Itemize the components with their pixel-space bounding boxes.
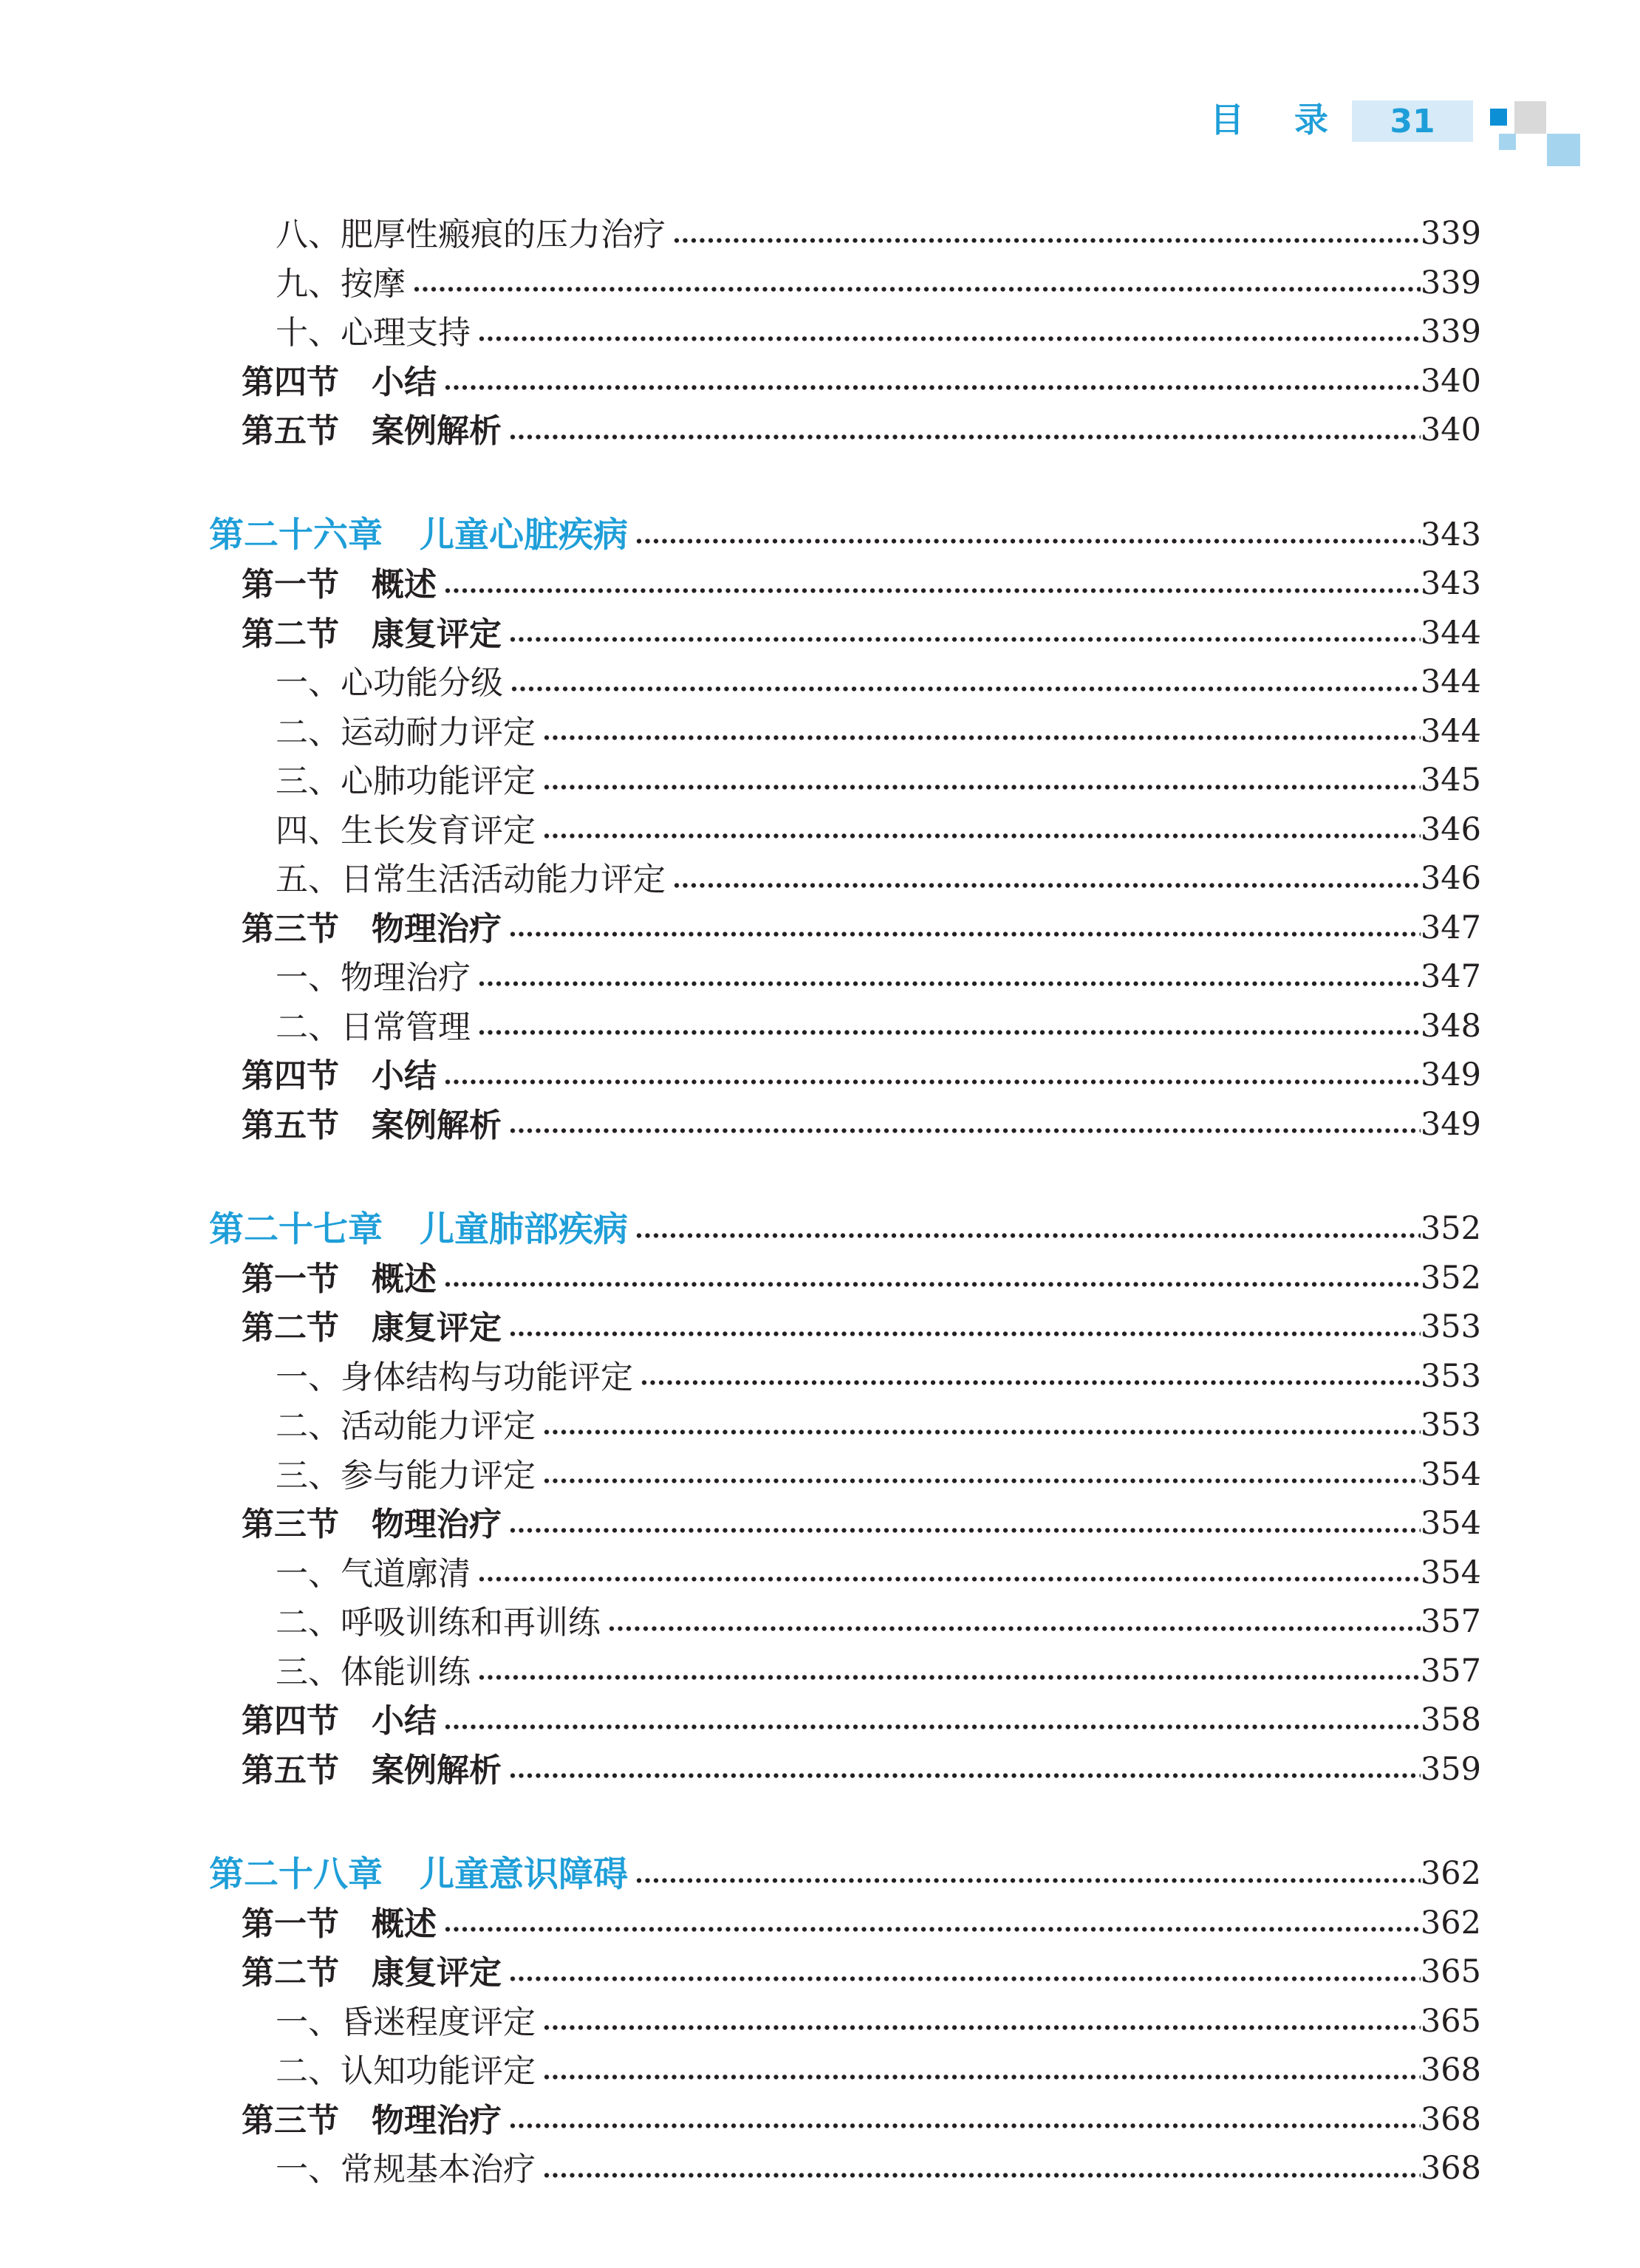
toc-entry-title: 小结 [372,1702,437,1741]
dotted-leader [640,1379,1421,1387]
toc-entry [207,754,1481,803]
toc-entry-label: 第一节 [242,1260,339,1298]
dotted-leader [635,1232,1421,1240]
toc-entry-page: 339 [1420,215,1481,253]
decor-square-lightblue-small-icon [1499,134,1516,150]
toc-entry-title: 儿童心脏疾病 [420,515,628,556]
toc-entry-title: 二、呼吸训练和再训练 [276,1604,601,1642]
toc-entry-title: 三、体能训练 [276,1653,471,1691]
toc-entry-title: 二、日常管理 [276,1008,471,1046]
dotted-leader [509,1772,1421,1780]
toc-entry [207,607,1481,656]
toc-entry-title: 康复评定 [372,1954,502,1992]
toc-entry [207,705,1481,754]
toc-entry [207,901,1481,951]
toc-entry-page: 340 [1420,411,1481,449]
toc-entry-title: 二、认知功能评定 [276,2052,536,2091]
dotted-leader [509,2122,1421,2130]
toc-entry-title: 小结 [372,1057,437,1096]
toc-entry-title: 一、物理治疗 [276,959,471,997]
toc-entry-page: 353 [1420,1407,1481,1444]
toc-entry [207,1743,1481,1792]
toc-entry-page: 344 [1420,712,1481,750]
toc-entry-label: 第五节 [242,412,339,451]
header-title-char-mu: 目 [1210,100,1244,140]
toc-entry [207,1497,1481,1546]
toc-entry-page: 343 [1420,516,1481,553]
dotted-leader [509,1330,1421,1338]
toc-entry-label: 第五节 [242,1751,339,1789]
decor-square-blue-icon [1490,109,1507,126]
toc-entry-page: 349 [1420,1056,1481,1094]
toc-entry-page: 357 [1420,1652,1481,1690]
toc-entry [207,803,1481,853]
toc-entry-label: 第三节 [242,2101,339,2139]
toc-entry-page: 358 [1420,1701,1481,1739]
toc-entry-title: 概述 [372,1905,437,1943]
toc-entry-title: 一、昏迷程度评定 [276,2003,536,2041]
toc-entry-page: 346 [1420,860,1481,898]
toc-entry [207,1847,1481,1896]
dotted-leader [444,1723,1421,1731]
toc-entry [207,1448,1481,1497]
toc-entry-page: 354 [1420,1554,1481,1591]
toc-entry-page: 346 [1420,810,1481,848]
toc-entry-label: 第二节 [242,615,339,653]
toc-entry [207,256,1481,306]
dotted-leader [444,587,1421,595]
toc-entry-label: 第四节 [242,1702,339,1741]
toc-entry-title: 三、参与能力评定 [276,1456,536,1495]
toc-entry-title: 九、按摩 [276,264,406,303]
toc-entry-title: 案例解析 [372,1106,502,1144]
toc-entry-label: 第三节 [242,1506,339,1544]
dotted-leader [478,1028,1421,1036]
dotted-leader [444,1078,1421,1086]
toc-entry-page: 343 [1420,565,1481,603]
toc-entry-label: 第二节 [242,1954,339,1992]
toc-entry [207,1546,1481,1596]
dotted-leader [673,236,1421,245]
toc-entry-page: 339 [1420,264,1481,301]
toc-entry-title: 儿童意识障碍 [420,1854,628,1895]
toc-entry-title: 概述 [372,1260,437,1298]
toc-entry-page: 354 [1420,1505,1481,1543]
page-header-title [1210,99,1328,140]
header-title-char-lu: 录 [1294,100,1328,140]
toc-entry-title: 物理治疗 [372,2101,502,2139]
toc-entry-title: 三、心肺功能评定 [276,762,536,801]
dotted-leader [478,335,1421,343]
toc-entry [207,1000,1481,1049]
dotted-leader [543,783,1421,791]
toc-entry [207,655,1481,705]
toc-entry-title: 儿童肺部疾病 [420,1209,628,1250]
toc-entry-page: 368 [1420,2052,1481,2089]
toc-entry [207,2043,1481,2093]
toc-entry-title: 四、生长发育评定 [276,811,536,850]
toc-entry [207,403,1481,453]
toc-entry-page: 368 [1420,2150,1481,2187]
toc-entry [207,1398,1481,1448]
dotted-leader [673,881,1421,889]
dotted-leader [543,832,1421,840]
toc-entry-page: 347 [1420,958,1481,996]
dotted-leader [543,1477,1421,1485]
toc-entry-page: 354 [1420,1455,1481,1493]
dotted-leader [543,734,1421,742]
toc-entry-title: 康复评定 [372,615,502,653]
toc-entry-page: 352 [1420,1210,1481,1248]
decor-square-lightblue-large-icon [1547,134,1580,166]
toc-entry-page: 365 [1420,1953,1481,1991]
toc-list [207,207,1481,2191]
toc-entry [207,1048,1481,1098]
dotted-leader [509,1526,1421,1534]
dotted-leader [543,2171,1421,2179]
toc-entry-title: 一、气道廓清 [276,1554,471,1593]
dotted-leader [635,537,1421,545]
page-number: 31 [1390,102,1435,140]
toc-entry [207,1251,1481,1301]
toc-entry-label: 第四节 [242,1057,339,1096]
toc-entry-label: 第二节 [242,1309,339,1348]
toc-entry [207,1693,1481,1743]
toc-entry-page: 362 [1420,1904,1481,1941]
decor-square-gray-icon [1514,101,1546,134]
toc-entry [207,305,1481,355]
toc-entry-title: 五、日常生活活动能力评定 [276,861,666,899]
toc-entry-page: 348 [1420,1007,1481,1045]
dotted-leader [444,1925,1421,1933]
dotted-leader [509,930,1421,938]
toc-entry-label: 第二十六章 [209,515,383,556]
dotted-leader [635,1876,1421,1885]
dotted-leader [510,685,1421,693]
toc-entry-title: 一、身体结构与功能评定 [276,1358,633,1396]
toc-entry-page: 340 [1420,362,1481,400]
toc-entry-title: 小结 [372,363,437,401]
toc-entry-page: 344 [1420,614,1481,652]
toc-entry [207,557,1481,607]
toc-entry [207,950,1481,1000]
toc-entry-page: 359 [1420,1750,1481,1788]
toc-entry-title: 案例解析 [372,412,502,451]
toc-entry-page: 352 [1420,1259,1481,1297]
toc-entry-label: 第二十八章 [209,1854,383,1895]
toc-entry-page: 344 [1420,663,1481,701]
toc-entry-title: 概述 [372,566,437,604]
toc-entry-label: 第三节 [242,909,339,948]
toc-entry [207,1350,1481,1399]
toc-entry [207,207,1481,256]
toc-entry [207,1595,1481,1644]
dotted-leader [543,1428,1421,1436]
toc-entry-page: 368 [1420,2100,1481,2138]
toc-entry-page: 353 [1420,1308,1481,1346]
toc-entry [207,1202,1481,1251]
toc-entry-label: 第一节 [242,1905,339,1943]
toc-entry [207,852,1481,901]
toc-entry-title: 物理治疗 [372,909,502,948]
toc-entry [207,1644,1481,1694]
dotted-leader [608,1625,1421,1633]
toc-entry [207,2093,1481,2142]
toc-entry-title: 一、心功能分级 [276,664,503,703]
toc-entry-title: 二、活动能力评定 [276,1407,536,1446]
toc-entry-label: 第五节 [242,1106,339,1144]
toc-entry [207,1995,1481,2044]
toc-entry-page: 365 [1420,2002,1481,2040]
dotted-leader [509,433,1421,441]
dotted-leader [478,980,1421,988]
toc-entry-page: 353 [1420,1357,1481,1395]
toc-entry-label: 第一节 [242,566,339,604]
toc-entry-title: 八、肥厚性瘢痕的压力治疗 [276,216,666,254]
dotted-leader [444,1280,1421,1288]
dotted-leader [413,285,1421,293]
toc-entry-title: 十、心理支持 [276,314,471,352]
dotted-leader [543,2023,1421,2032]
dotted-leader [478,1575,1421,1583]
dotted-leader [478,1673,1421,1681]
page-number-badge [1352,100,1473,142]
toc-entry [207,508,1481,558]
toc-entry-page: 345 [1420,762,1481,799]
toc-entry-title: 二、运动耐力评定 [276,713,536,751]
toc-entry-title: 康复评定 [372,1309,502,1348]
toc-entry [207,355,1481,404]
toc-entry-page: 357 [1420,1603,1481,1641]
toc-entry [207,1896,1481,1946]
dotted-leader [509,1127,1421,1135]
toc-entry-label: 第二十七章 [209,1209,383,1250]
dotted-leader [444,383,1421,392]
toc-entry-page: 347 [1420,909,1481,946]
toc-entry [207,2142,1481,2191]
toc-entry-title: 一、常规基本治疗 [276,2151,536,2189]
dotted-leader [509,1975,1421,1983]
toc-entry-page: 362 [1420,1855,1481,1893]
toc-entry [207,1098,1481,1147]
toc-entry-page: 349 [1420,1105,1481,1143]
dotted-leader [543,2073,1421,2081]
toc-entry [207,1945,1481,1995]
toc-entry-label: 第四节 [242,363,339,401]
toc-entry-title: 物理治疗 [372,1506,502,1544]
toc-entry-page: 339 [1420,313,1481,351]
toc-entry [207,1300,1481,1350]
toc-entry-title: 案例解析 [372,1751,502,1789]
dotted-leader [509,635,1421,643]
